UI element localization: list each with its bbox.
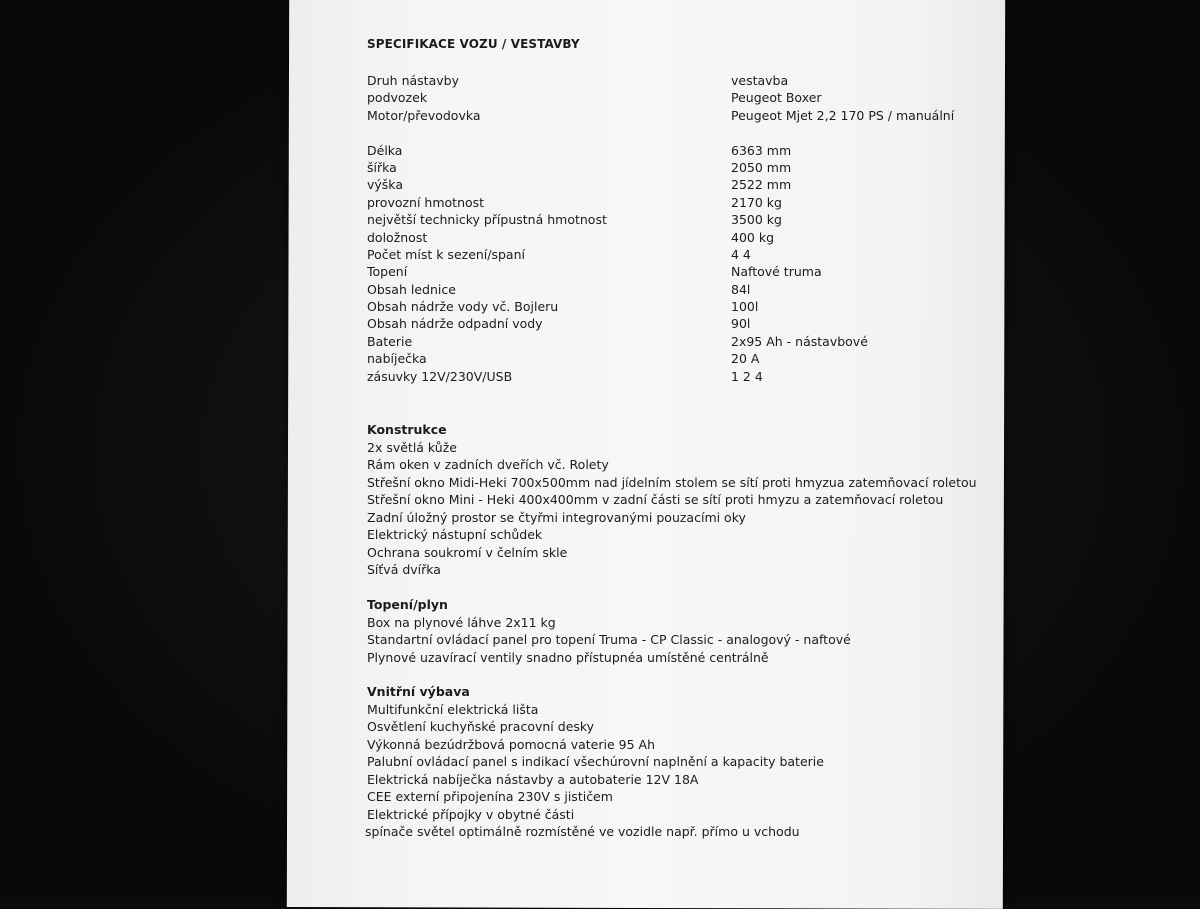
spec-label: zásuvky 12V/230V/USB xyxy=(367,368,513,384)
spec-row xyxy=(367,194,987,211)
spec-label: Obsah lednice xyxy=(367,281,456,297)
spec-value: 20 A xyxy=(731,351,760,367)
spec-value: 6363 mm xyxy=(731,142,792,158)
spec-value: 4 4 xyxy=(731,246,751,262)
list-item: CEE externí připojenína 230V s jističem xyxy=(367,789,613,804)
spec-row xyxy=(367,368,987,385)
spec-row xyxy=(367,229,987,246)
list-item: Standartní ovládací panel pro topení Truma - CP Classic - analogový - naftové xyxy=(367,632,851,647)
spec-row xyxy=(367,263,987,280)
spec-row xyxy=(367,315,987,332)
spec-value: 100l xyxy=(731,299,759,315)
list-item: Elektrický nástupní schůdek xyxy=(367,527,543,542)
spec-label: šířka xyxy=(367,159,397,175)
document-title: SPECIFIKACE VOZU / VESTAVBY xyxy=(367,37,580,51)
spec-label: podvozek xyxy=(367,90,428,106)
spec-value: 2170 kg xyxy=(731,194,782,210)
list-item: Rám oken v zadních dveřích vč. Rolety xyxy=(367,457,609,472)
section-title: Konstrukce xyxy=(367,422,447,437)
spec-row xyxy=(367,350,987,367)
list-item: Střešní okno Mini - Heki 400x400mm v zadní části se sítí proti hmyzu a zatemňovací roletou xyxy=(367,492,944,507)
spec-value: 2050 mm xyxy=(731,159,792,175)
list-item: Palubní ovládací panel s indikací všechúrovní naplnění a kapacity baterie xyxy=(367,754,824,769)
spec-row xyxy=(367,281,987,298)
spec-label: doložnost xyxy=(367,229,428,245)
section-title: Vnitřní výbava xyxy=(367,684,470,699)
spec-label: Motor/převodovka xyxy=(367,107,481,123)
list-item: Elektrické přípojky v obytné části xyxy=(367,806,575,822)
list-item: Elektrická nabíječka nástavby a autobaterie 12V 18A xyxy=(367,771,699,787)
spec-value: 2x95 Ah - nástavbové xyxy=(731,333,868,349)
spec-row xyxy=(367,89,987,106)
list-item: Zadní úložný prostor se čtyřmi integrovanými pouzacími oky xyxy=(367,509,746,525)
spec-value: 3500 kg xyxy=(731,212,782,228)
list-item: Výkonná bezúdržbová pomocná vaterie 95 Ah xyxy=(367,736,656,752)
spec-value: 1 2 4 xyxy=(731,368,763,384)
spec-value: 84l xyxy=(731,281,751,297)
list-item: Střešní okno Midi-Heki 700x500mm nad jídelním stolem se sítí proti hmyzua zatemňovací roletou xyxy=(367,474,977,490)
spec-label: nabíječka xyxy=(367,351,427,367)
spec-label: Druh nástavby xyxy=(367,73,459,88)
spec-label: největší technicky přípustná hmotnost xyxy=(367,212,607,228)
spec-row xyxy=(367,142,987,159)
spec-label: Obsah nádrže vody vč. Bojleru xyxy=(367,299,559,315)
spec-row xyxy=(367,333,987,350)
spec-value: 400 kg xyxy=(731,229,775,245)
list-item: Multifunkční elektrická lišta xyxy=(367,701,539,717)
section-konstrukce xyxy=(367,421,987,579)
spec-label: výška xyxy=(367,177,403,193)
spec-label: Počet míst k sezení/spaní xyxy=(367,246,525,262)
spec-label: Topení xyxy=(367,264,408,280)
list-item: Síťvá dvířka xyxy=(367,562,441,577)
spec-label: provozní hmotnost xyxy=(367,194,485,210)
spec-row xyxy=(367,159,987,176)
list-item: Plynové uzavírací ventily snadno přístupnéa umístěné centrálně xyxy=(367,649,769,665)
list-item: Box na plynové láhve 2x11 kg xyxy=(367,614,556,630)
spec-row xyxy=(367,72,987,89)
spec-value: Naftové truma xyxy=(731,264,822,280)
list-item: 2x světlá kůže xyxy=(367,439,457,455)
spec-row xyxy=(367,211,987,228)
spec-label: Baterie xyxy=(367,333,413,349)
section-topeni-plyn xyxy=(367,596,987,666)
list-item: Osvětlení kuchyňské pracovní desky xyxy=(367,719,595,734)
list-item: spínače světel optimálně rozmístěné ve vozidle např. přímo u vchodu xyxy=(365,824,800,839)
spec-value: Peugeot Mjet 2,2 170 PS / manuální xyxy=(731,107,955,123)
spec-row xyxy=(367,298,987,315)
spec-value: Peugeot Boxer xyxy=(731,90,822,106)
section-vnitrni-vybava xyxy=(367,683,987,841)
list-item: Ochrana soukromí v čelním skle xyxy=(367,544,568,560)
spec-label: Obsah nádrže odpadní vody xyxy=(367,316,543,332)
spec-value: vestavba xyxy=(731,73,789,88)
spec-label: Délka xyxy=(367,142,403,158)
spec-row xyxy=(367,107,987,124)
spec-row xyxy=(367,176,987,193)
spec-value: 90l xyxy=(731,316,751,332)
section-title: Topení/plyn xyxy=(367,597,448,612)
spec-row xyxy=(367,246,987,263)
spec-table xyxy=(367,72,987,385)
spec-value: 2522 mm xyxy=(731,177,792,193)
